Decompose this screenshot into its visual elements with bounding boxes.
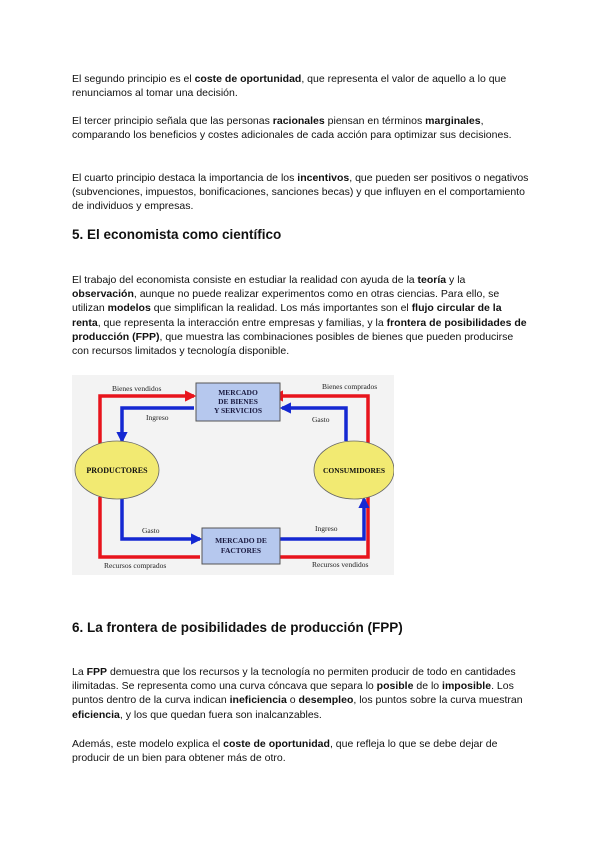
label-bienes-vendidos: Bienes vendidos [112,384,162,393]
label-recursos-comprados: Recursos comprados [104,561,167,570]
label-bienes-comprados: Bienes comprados [322,382,378,391]
market-goods-label-3: Y SERVICIOS [213,406,263,415]
paragraph-opportunity-cost: El segundo principio es el coste de oportunidad, que representa el valor de aquello a lo que renunciamos al tomar una decisión. [72,73,507,100]
market-factors-label-1: MERCADO DE [215,536,267,545]
label-gasto-top: Gasto [312,415,330,424]
label-ingreso-bottom: Ingreso [315,524,338,533]
paragraph-rational-marginal: El tercer principio señala que las personas racionales piensan en términos marginales, comparando los beneficios y costes adicionales de cada acción para optimizar sus decisiones. [72,115,512,142]
paragraph-fpp-opportunity-cost: Además, este modelo explica el coste de oportunidad, que refleja lo que se debe dejar de producir de un bien para obtener más de otro. [72,738,498,765]
market-goods-label-2: DE BIENES [218,397,258,406]
paragraph-incentives: El cuarto principio destaca la importancia de los incentivos, que pueden ser positivos o negativos (subvenciones, impuestos, bonificaciones, sanciones becas) y que influyen en el comportamiento de individuos y empresas. [72,172,529,213]
producers-label: PRODUCTORES [86,466,148,475]
circular-flow-diagram [72,375,394,575]
heading-section-6: 6. La frontera de posibilidades de producción (FPP) [72,620,403,635]
paragraph-fpp: La FPP demuestra que los recursos y la tecnología no permiten producir de todo en cantidades ilimitadas. Se representa como una curva cóncava que separa lo posible de lo imposible. Los puntos dentro de la curva indican ineficiencia o desempleo, los puntos sobre la curva muestran eficiencia, y los que quedan fuera son inalcanzables. [72,666,523,721]
heading-section-5: 5. El economista como científico [72,227,282,242]
consumers-label: CONSUMIDORES [322,466,386,475]
market-factors-label-2: FACTORES [220,546,262,555]
label-gasto-bottom: Gasto [142,526,160,535]
paragraph-economist-work: El trabajo del economista consiste en estudiar la realidad con ayuda de la teoría y la observación, aunque no puede realizar experimentos como en otras ciencias. Para ello, se utilizan modelos que simplifican la realidad. Los más importantes son el flujo circular de la renta, que representa la interacción entre empresas y familias, y la frontera de posibilidades de producción (FPP), que muestra las combinaciones posibles de bienes que pueden producirse con recursos limitados y tecnología disponible. [72,274,527,358]
label-recursos-vendidos: Recursos vendidos [312,560,369,569]
market-goods-label-1: MERCADO [218,388,258,397]
label-ingreso-top: Ingreso [146,413,169,422]
